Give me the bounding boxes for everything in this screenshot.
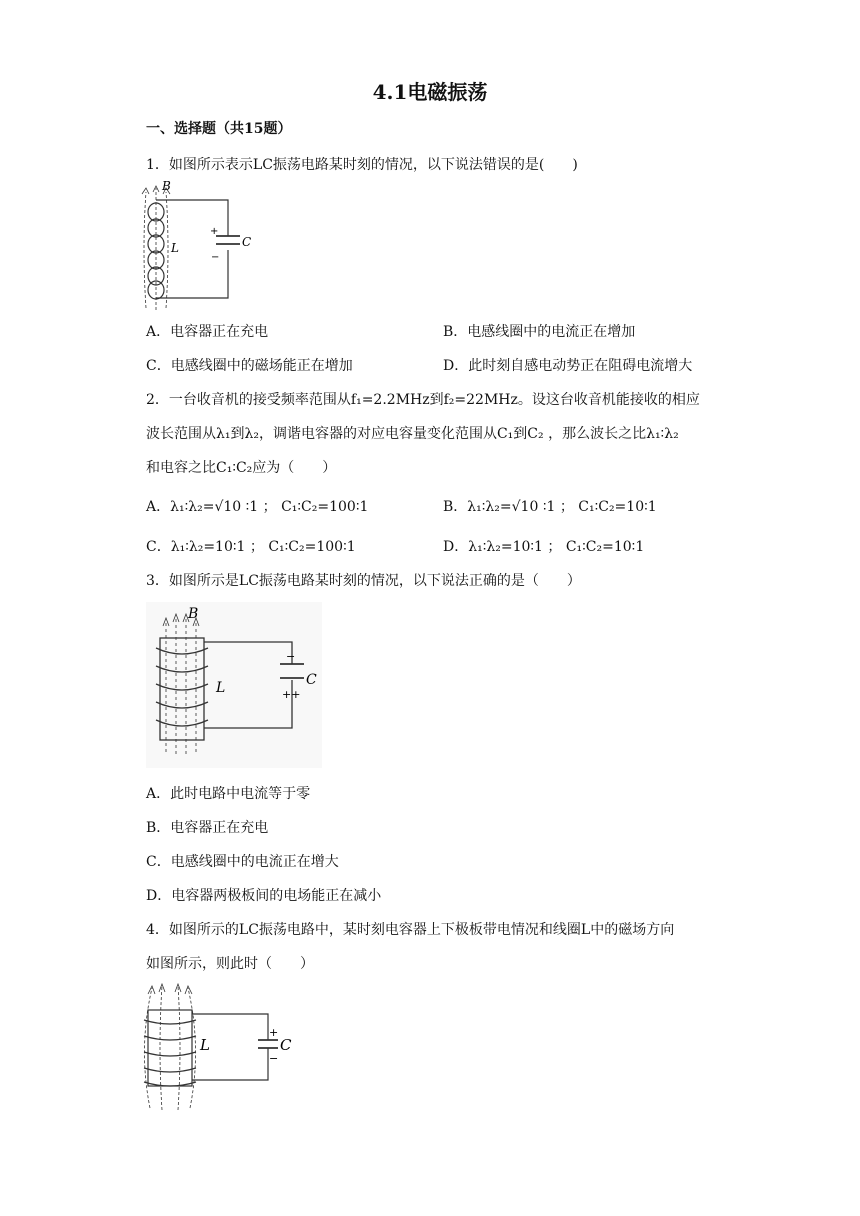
q4-line-1: 4．如图所示的LC振荡电路中，某时刻电容器上下极板带电情况和线圈L中的磁场方向 <box>146 922 675 938</box>
q2-option-c: C．λ₁∶λ₂=10∶1 ； C₁∶C₂=100∶1 <box>146 539 356 555</box>
q1-option-d: D．此时刻自感电动势正在阻碍电流增大 <box>443 358 693 374</box>
q3-fig-minus: − <box>286 650 296 663</box>
q3-circuit-figure <box>146 602 322 768</box>
q3-fig-label-c: C <box>306 672 317 688</box>
q3-option-d: D．电容器两极板间的电场能正在减小 <box>146 888 382 904</box>
q4-fig-plus: + <box>269 1026 279 1039</box>
q4-circuit-figure <box>140 980 300 1112</box>
q3-option-a: A．此时电路中电流等于零 <box>146 786 311 802</box>
q2-option-b: B．λ₁∶λ₂=√10 ∶1 ； C₁∶C₂=10∶1 <box>443 499 657 515</box>
q3-option-b: B．电容器正在充电 <box>146 820 269 836</box>
q1-option-c: C．电感线圈中的磁场能正在增加 <box>146 358 353 374</box>
q1-fig-label-b: B <box>162 179 171 193</box>
q4-fig-minus: − <box>269 1052 279 1065</box>
q3-fig-plus: ++ <box>282 688 301 701</box>
q2-line-3: 和电容之比C₁∶C₂应为（ ） <box>146 460 337 476</box>
q4-fig-label-c: C <box>280 1036 292 1054</box>
q3-option-c: C．电感线圈中的电流正在增大 <box>146 854 339 870</box>
q1-fig-plus: + <box>210 226 219 237</box>
q1-fig-label-l: L <box>171 241 179 255</box>
q3-fig-label-l: L <box>216 680 226 696</box>
q1-circuit-figure <box>140 178 252 312</box>
q1-option-b: B．电感线圈中的电流正在增加 <box>443 324 636 340</box>
q1-stem: 1．如图所示表示LC振荡电路某时刻的情况，以下说法错误的是( ) <box>146 157 578 173</box>
q2-line-1: 2．一台收音机的接受频率范围从f₁=2.2MHz到f₂=22MHz。设这台收音机能接收的相应 <box>146 392 700 408</box>
q4-line-2: 如图所示，则此时（ ） <box>146 956 314 972</box>
q1-fig-minus: − <box>211 252 220 263</box>
q3-fig-label-b: B <box>188 606 199 622</box>
q2-option-d: D．λ₁∶λ₂=10∶1 ； C₁∶C₂=10∶1 <box>443 539 645 555</box>
q2-line-2: 波长范围从λ₁到λ₂，调谐电容器的对应电容量变化范围从C₁到C₂ ，那么波长之比λ₁∶λ₂ <box>146 426 679 442</box>
q3-stem: 3．如图所示是LC振荡电路某时刻的情况，以下说法正确的是（ ） <box>146 573 581 589</box>
section-heading: 一、选择题（共15题） <box>146 121 292 137</box>
q1-fig-label-c: C <box>242 235 252 249</box>
q1-option-a: A．电容器正在充电 <box>146 324 269 340</box>
page-title: 4.1电磁振荡 <box>372 80 488 104</box>
q2-option-a: A．λ₁∶λ₂=√10 ∶1 ； C₁∶C₂=100∶1 <box>146 499 369 515</box>
q4-fig-label-l: L <box>200 1036 210 1054</box>
